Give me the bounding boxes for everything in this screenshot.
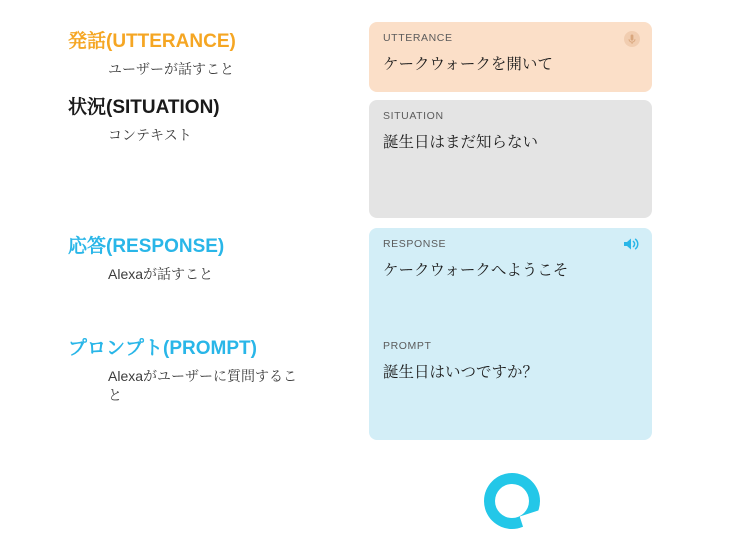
card-utterance	[369, 22, 652, 92]
legend-desc-situation: コンテキスト	[108, 127, 192, 143]
legend-item-response	[68, 235, 348, 284]
card-label-prompt: PROMPT	[383, 340, 432, 352]
card-text-utterance: ケークウォークを開いて	[383, 56, 553, 73]
legend-title-situation: 状況(SITUATION)	[68, 97, 220, 118]
card-text-situation: 誕生日はまだ知らない	[383, 134, 539, 151]
card-label-response: RESPONSE	[383, 238, 447, 250]
legend-desc-prompt: Alexaがユーザーに質問すること	[108, 368, 298, 403]
legend-title-prompt: プロンプト(PROMPT)	[68, 338, 257, 359]
card-text-prompt: 誕生日はいつですか？	[383, 364, 539, 381]
mic-icon	[624, 31, 640, 47]
legend-title-utterance: 発話(UTTERANCE)	[68, 31, 236, 52]
card-label-utterance: UTTERANCE	[383, 32, 453, 44]
legend-desc-utterance: ユーザーが話すこと	[108, 61, 234, 77]
legend-desc-response: Alexaが話すこと	[108, 266, 214, 282]
card-text-response: ケークウォークへようこそ	[383, 262, 569, 279]
legend-title-response: 応答(RESPONSE)	[68, 236, 225, 257]
alexa-ring-inner	[495, 484, 529, 518]
legend-item-prompt	[68, 337, 348, 405]
legend-item-utterance	[68, 30, 348, 79]
legend-item-situation	[68, 96, 348, 145]
alexa-ring-logo	[484, 473, 540, 529]
speaker-icon	[622, 236, 640, 252]
card-label-situation: SITUATION	[383, 110, 444, 122]
card-response	[369, 228, 652, 440]
card-situation	[369, 100, 652, 218]
